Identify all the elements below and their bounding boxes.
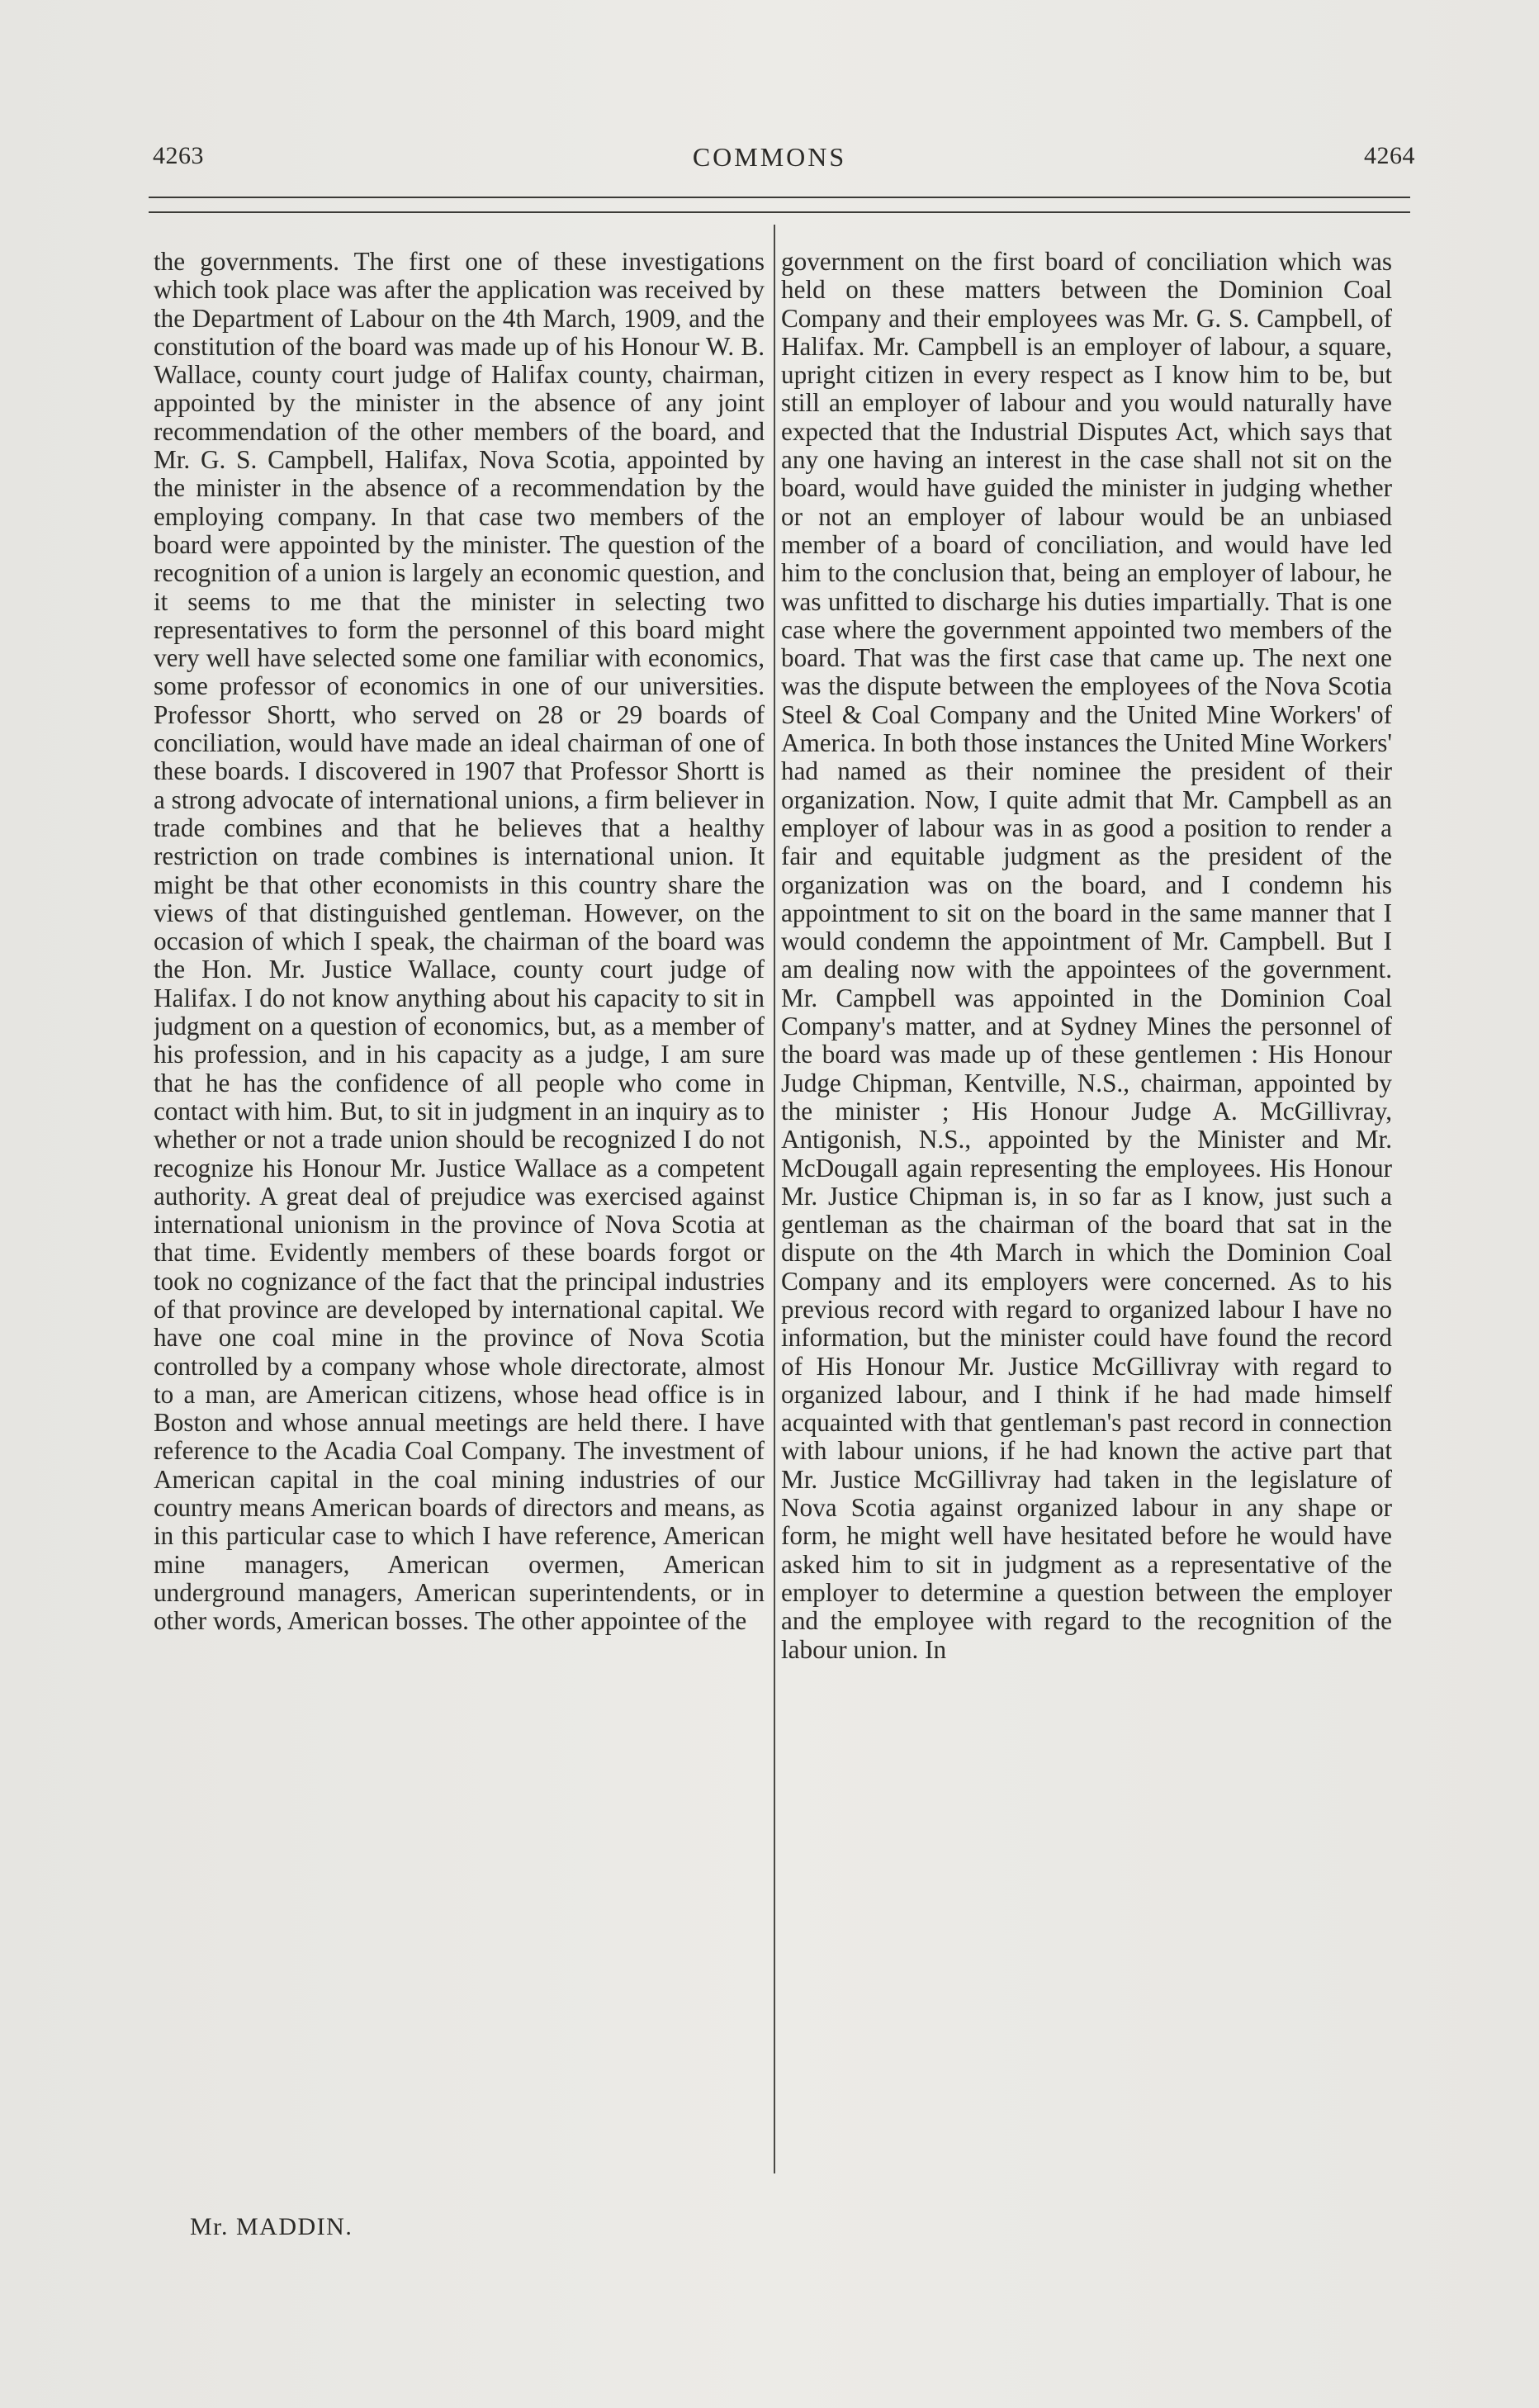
text-column-right xyxy=(781,248,1392,2180)
header-rule-top xyxy=(149,197,1410,198)
page-number-right: 4264 xyxy=(1364,142,1415,169)
header-rule-bottom xyxy=(149,211,1410,213)
page-number-left: 4263 xyxy=(153,142,204,169)
text-column-left xyxy=(154,248,765,2180)
column-left-text: the governments. The first one of these investigations which took place was after the application was received by the Department of Labour on the 4th March, 1909, and the constitution of the board was made up of his Honour W. B. Wallace, county court judge of Halifax county, chairman, appointed by the minister in the absence of any joint recommendation of the other members of the board, and Mr. G. S. Campbell, Halifax, Nova Scotia, appointed by the minister in the absence of a recommendation by the employing company. In that case two members of the board were appointed by the minister. The question of the recognition of a union is largely an economic question, and it seems to me that the minister in selecting two representatives to form the personnel of this board might very well have selected some one familiar with economics, some professor of economics in one of our universities. Professor Shortt, who served on 28 or 29 boards of conciliation, would have made an ideal chairman of one of these boards. I discovered in 1907 that Professor Shortt is a strong advocate of international unions, a firm believer in trade combines and that he believes that a healthy restriction on trade combines is international union. It might be that other economists in this country share the views of that distinguished gentleman. However, on the occasion of which I speak, the chairman of the board was the Hon. Mr. Justice Wallace, county court judge of Halifax. I do not know anything about his capacity to sit in judgment on a question of economics, but, as a member of his profession, and in his capacity as a judge, I am sure that he has the confidence of all people who come in contact with him. But, to sit in judgment in an inquiry as to whether or not a trade union should be recognized I do not recognize his Honour Mr. Justice Wallace as a competent authority. A great deal of prejudice was exercised against international unionism in the province of Nova Scotia at that time. Evidently members of these boards forgot or took no cognizance of the fact that the principal industries of that province are developed by international capital. We have one coal mine in the province of Nova Scotia controlled by a company whose whole directorate, almost to a man, are American citizens, whose head office is in Boston and whose annual meetings are held there. I have reference to the Acadia Coal Company. The investment of American capital in the coal mining industries of our country means American boards of directors and means, as in this particular case to which I have reference, American mine managers, American overmen, American underground managers, American superintendents, or in other words, American bosses. The other appointee of the xyxy=(154,248,765,1636)
running-head: COMMONS xyxy=(692,142,847,172)
speaker-footer: Mr. MADDIN. xyxy=(190,2213,353,2240)
column-right-text: government on the first board of conciliation which was held on these matters between the Dominion Coal Company and their employees was Mr. G. S. Campbell, of Halifax. Mr. Campbell is an employer of labour, a square, upright citizen in every respect as I know him to be, but still an employer of labour and you would naturally have expected that the Industrial Disputes Act, which says that any one having an interest in the case shall not sit on the board, would have guided the minister in judging whether or not an employer of labour would be an unbiased member of a board of conciliation, and would have led him to the conclusion that, being an employer of labour, he was unfitted to discharge his duties impartially. That is one case where the government appointed two members of the board. That was the first case that came up. The next one was the dispute between the employees of the Nova Scotia Steel & Coal Company and the United Mine Workers' of America. In both those instances the United Mine Workers' had named as their nominee the president of their organization. Now, I quite admit that Mr. Campbell as an employer of labour was in as good a position to render a fair and equitable judgment as the president of the organization was on the board, and I condemn his appointment to sit on the board in the same manner that I would condemn the appointment of Mr. Campbell. But I am dealing now with the appointees of the government. Mr. Campbell was appointed in the Dominion Coal Company's matter, and at Sydney Mines the personnel of the board was made up of these gentlemen : His Honour Judge Chipman, Kentville, N.S., chairman, appointed by the minister ; His Honour Judge A. McGillivray, Antigonish, N.S., appointed by the Minister and Mr. McDougall again representing the employees. His Honour Mr. Justice Chipman is, in so far as I know, just such a gentleman as the chairman of the board that sat in the dispute on the 4th March in which the Dominion Coal Company and its employers were concerned. As to his previous record with regard to organized labour I have no information, but the minister could have found the record of His Honour Mr. Justice McGillivray with regard to organized labour, and I think if he had made himself acquainted with that gentleman's past record in connection with labour unions, if he had known the active part that Mr. Justice McGillivray had taken in the legislature of Nova Scotia against organized labour in any shape or form, he might well have hesitated before he would have asked him to sit in judgment as a representative of the employer to determine a question between the employer and the employee with regard to the recognition of the labour union. In xyxy=(781,248,1392,1664)
column-divider xyxy=(774,225,775,2173)
